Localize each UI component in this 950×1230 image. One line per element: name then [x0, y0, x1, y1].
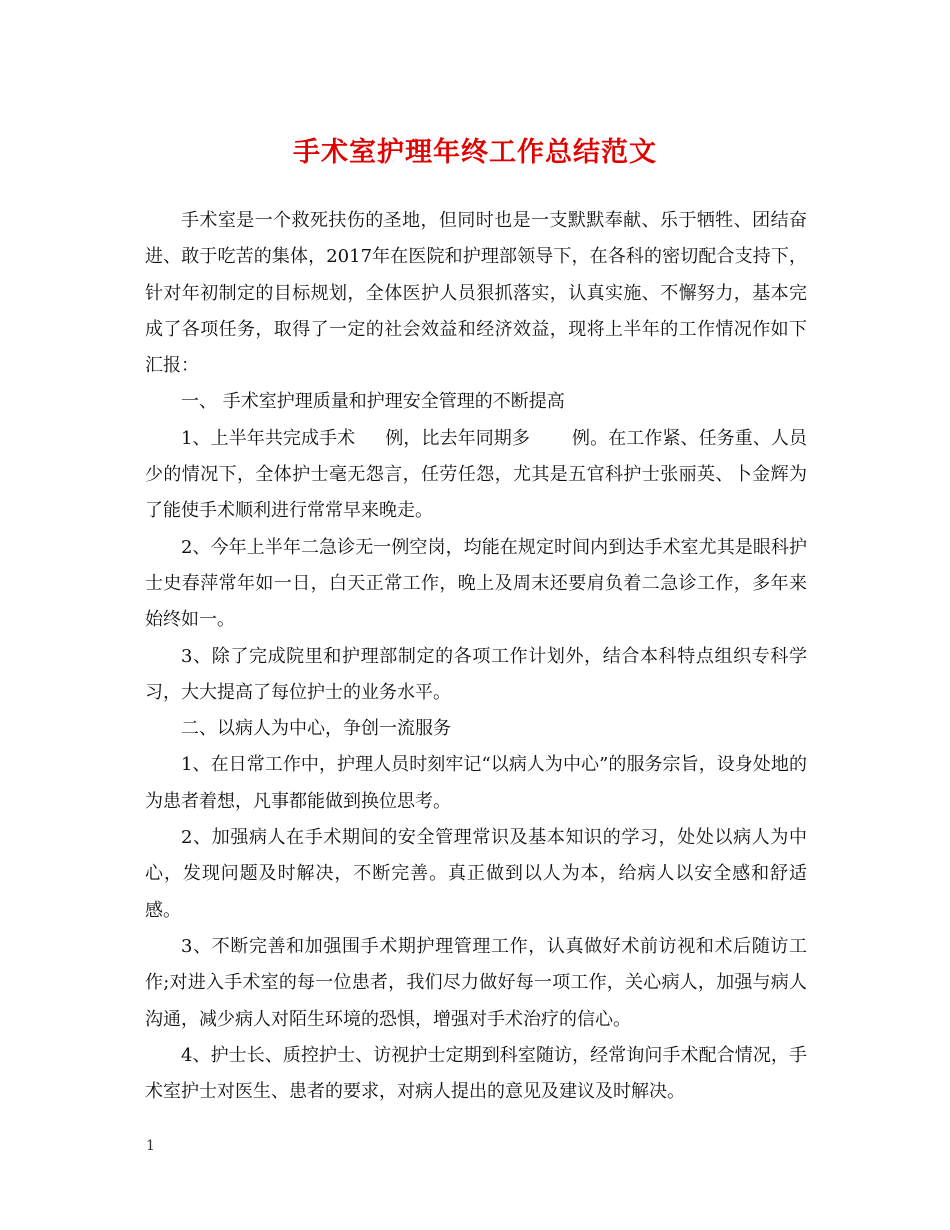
item-1-paragraph — [145, 421, 807, 530]
section-heading-2: 二、以病人为中心，争创一流服务 — [181, 718, 451, 740]
item-1-text-c: 例。在工作紧、任务重、人员少的情况下，全体护士毫无怨言，任劳任怨，尤其是五官科护士张丽英、卜金辉为了能使手术顺利进行常常早来晚走。 — [145, 427, 808, 522]
item-1-text-a: 1、上半年共完成手术 — [181, 427, 356, 449]
item-2-paragraph: 2、今年上半年二急诊无一例空岗，均能在规定时间内到达手术室尤其是眼科护士史春萍常年如一日，白天正常工作，晚上及周末还要肩负着二急诊工作，多年来始终如一。 — [145, 536, 807, 631]
document-title: 手术室护理年终工作总结范文 — [293, 137, 657, 168]
service-item-4: 4、护士长、质控护士、访视护士定期到科室随访，经常询问手术配合情况，手术室护士对医生、患者的要求，对病人提出的意见及建议及时解决。 — [145, 1044, 807, 1103]
item-1-text-b: 例，比去年同期多 — [385, 427, 530, 449]
service-item-3: 3、不断完善和加强围手术期护理管理工作，认真做好术前访视和术后随访工作;对进入手术室的每一位患者，我们尽力做好每一项工作，关心病人，加强与病人沟通，减少病人对陌生环境的恐惧，增强对手术治疗的信心。 — [145, 935, 807, 1030]
document-body — [145, 203, 807, 1110]
service-item-1: 1、在日常工作中，护理人员时刻牢记“以病人为中心”的服务宗旨，设身处地的为患者着想，凡事都能做到换位思考。 — [145, 754, 807, 812]
section-heading-1: 一、 手术室护理质量和护理安全管理的不断提高 — [181, 391, 565, 413]
service-item-2: 2、加强病人在手术期间的安全管理常识及基本知识的学习，处处以病人为中心，发现问题及时解决，不断完善。真正做到以人为本，给病人以安全感和舒适感。 — [145, 827, 807, 921]
page-number: 1 — [146, 1138, 155, 1154]
item-3-paragraph: 3、除了完成院里和护理部制定的各项工作计划外，结合本科特点组织专科学习，大大提高了每位护士的业务水平。 — [145, 645, 807, 703]
intro-paragraph: 手术室是一个救死扶伤的圣地，但同时也是一支默默奉献、乐于牺牲、团结奋进、敢于吃苦的集体，2017年在医院和护理部领导下，在各科的密切配合支持下，针对年初制定的目标规划，全体医护人员狠抓落实，认真实施、不懈努力，基本完成了各项任务，取得了一定的社会效益和经济效益，现将上半年的工作情况作如下汇报： — [145, 210, 807, 377]
